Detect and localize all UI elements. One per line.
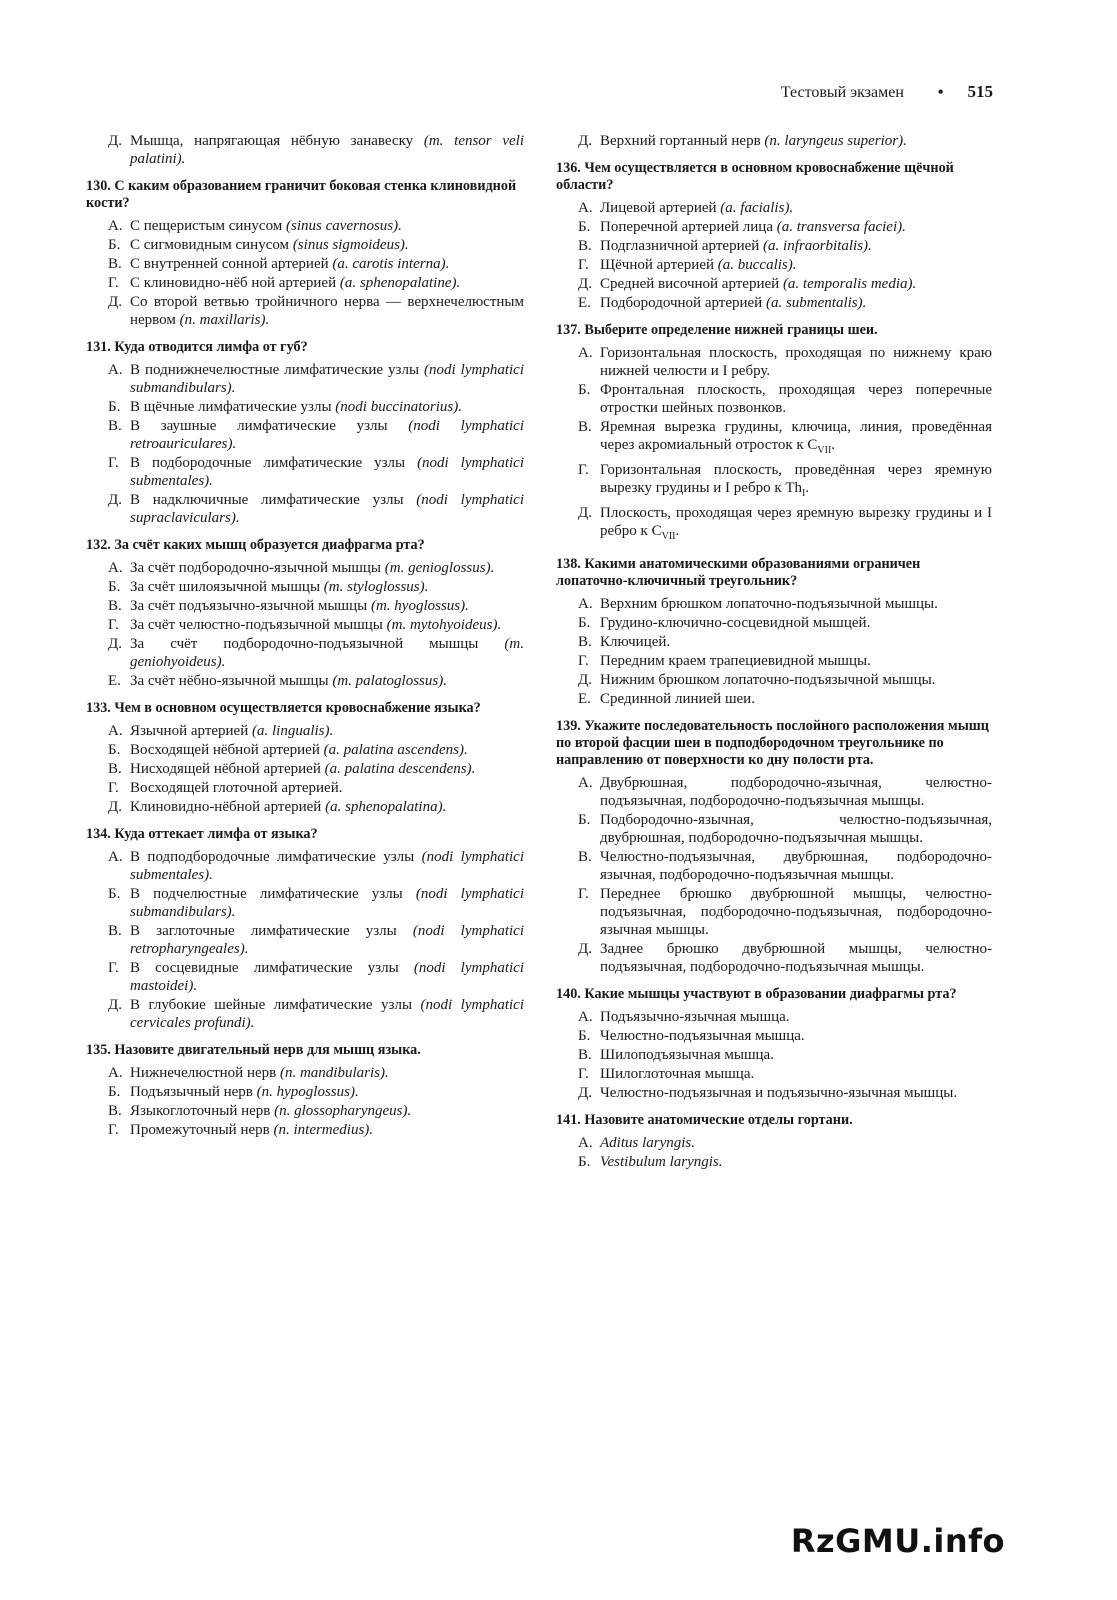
option-text: В заглоточные лимфатические узлы bbox=[130, 923, 413, 939]
answer-option bbox=[556, 1027, 992, 1045]
answer-option bbox=[86, 616, 524, 634]
option-text: В подчелюстные лимфатические узлы bbox=[130, 886, 416, 902]
option-letter: Д. bbox=[578, 1085, 592, 1101]
answer-option bbox=[86, 293, 524, 329]
answer-option bbox=[86, 597, 524, 615]
question-title: 136. Чем осуществляется в основном кровоснабжение щёчной области? bbox=[556, 160, 954, 193]
option-text: Челюстно-подъязычная, двубрюшная, подбородочно-язычная, подбородочно-подъязычная мышцы. bbox=[600, 849, 992, 883]
answer-option bbox=[556, 1046, 992, 1064]
option-latin-term: (m. styloglossus). bbox=[323, 579, 429, 595]
option-latin-term: (nodi lymphatici supraclaviculars). bbox=[130, 492, 524, 526]
answer-option bbox=[86, 635, 524, 671]
question-block bbox=[86, 1042, 524, 1139]
option-text: Клиновидно-нёбной артерией bbox=[130, 799, 326, 815]
option-latin-term: (nodi lymphatici submandibulars). bbox=[130, 886, 524, 920]
answer-option bbox=[556, 1065, 992, 1083]
option-text: В подподбородочные лимфатические узлы bbox=[130, 849, 422, 865]
option-latin-term: (a. facialis). bbox=[720, 200, 794, 216]
option-letter: Г. bbox=[108, 275, 119, 291]
option-letter: В. bbox=[108, 598, 122, 614]
question-title: 133. Чем в основном осуществляется кровоснабжение языка? bbox=[86, 700, 481, 716]
option-latin-term: (a. transversa faciei). bbox=[776, 219, 906, 235]
question-title: 139. Укажите последовательность послойного расположения мышц по второй фасции шеи в подподбородочном треугольнике по направлению от поверхности ко дну полости рта. bbox=[556, 718, 989, 768]
option-latin-term: (m. geniohyoideus). bbox=[130, 636, 524, 670]
question-block bbox=[86, 537, 524, 690]
option-letter: Д. bbox=[108, 636, 122, 652]
option-letter: Г. bbox=[108, 455, 119, 471]
option-text: Двубрюшная, подбородочно-язычная, челюстно-подъязычная, подбородочно-подъязычная мышцы. bbox=[600, 775, 992, 809]
option-latin-term: (n. hypoglossus). bbox=[256, 1084, 359, 1100]
option-text: Грудино-ключично-сосцевидной мышцей. bbox=[600, 615, 871, 631]
option-text: Шилоподъязычная мышца. bbox=[600, 1047, 774, 1063]
option-text: Нижним брюшком лопаточно-подъязычной мышцы. bbox=[600, 672, 936, 688]
option-letter: Д. bbox=[578, 941, 592, 957]
answer-option bbox=[556, 633, 992, 651]
answer-option bbox=[86, 779, 524, 797]
header-separator: • bbox=[937, 84, 944, 101]
answer-option bbox=[556, 595, 992, 613]
option-letter: Е. bbox=[108, 673, 121, 689]
answer-option bbox=[86, 672, 524, 690]
option-letter: В. bbox=[108, 923, 122, 939]
option-text: Яремная вырезка грудины, ключица, линия, проведённая через акромиальный отросток к C bbox=[600, 419, 992, 453]
question-title: 131. Куда отводится лимфа от губ? bbox=[86, 339, 308, 355]
option-letter: А. bbox=[108, 1065, 123, 1081]
option-text: Фронтальная плоскость, проходящая через поперечные отростки шейных позвонков. bbox=[600, 382, 992, 416]
option-text: Поперечной артерией лица bbox=[600, 219, 777, 235]
option-text: Подъязычно-язычная мышца. bbox=[600, 1009, 790, 1025]
option-text: С клиновидно-нёб ной артерией bbox=[130, 275, 340, 291]
option-letter: А. bbox=[578, 775, 593, 791]
option-letter: Б. bbox=[108, 399, 121, 415]
question-block bbox=[556, 986, 992, 1102]
option-letter: Б. bbox=[578, 219, 591, 235]
option-text: Подглазничной артерией bbox=[600, 238, 764, 254]
option-letter: Г. bbox=[578, 886, 589, 902]
option-letter: Б. bbox=[578, 382, 591, 398]
answer-option bbox=[556, 652, 992, 670]
option-latin-term: (a. sphenopalatine). bbox=[339, 275, 461, 291]
answer-option bbox=[556, 811, 992, 847]
option-text: Подбородочной артерией bbox=[600, 295, 766, 311]
question-block bbox=[556, 160, 992, 312]
option-latin-term: (n. maxillaris). bbox=[179, 312, 270, 328]
answer-option bbox=[556, 132, 992, 150]
question-title: 137. Выберите определение нижней границы шеи. bbox=[556, 322, 878, 338]
answer-option bbox=[86, 1064, 524, 1082]
option-letter: В. bbox=[108, 1103, 122, 1119]
option-letter: Б. bbox=[108, 886, 121, 902]
option-text: Восходящей глоточной артерией. bbox=[130, 780, 343, 796]
option-letter: Г. bbox=[108, 780, 119, 796]
option-letter: В. bbox=[578, 419, 592, 435]
option-letter: Д. bbox=[578, 276, 592, 292]
option-letter: В. bbox=[578, 1047, 592, 1063]
answer-option bbox=[86, 922, 524, 958]
answer-option: Д. Плоскость, проходящая через яремную вырезку грудины и I ребро к $C_{VII}$. bbox=[578, 505, 992, 542]
option-letter: В. bbox=[108, 418, 122, 434]
option-text: В глубокие шейные лимфатические узлы bbox=[130, 997, 421, 1013]
option-letter: Д. bbox=[578, 133, 592, 149]
option-text: Языкоглоточный нерв bbox=[130, 1103, 275, 1119]
option-letter: Г. bbox=[108, 960, 119, 976]
option-letter: Д. bbox=[578, 672, 592, 688]
option-letter: Г. bbox=[578, 1066, 589, 1082]
question-title: 140. Какие мышцы участвуют в образовании диафрагмы рта? bbox=[556, 986, 957, 1002]
option-latin-term: (a. temporalis media). bbox=[782, 276, 917, 292]
option-latin-term: (a. carotis interna). bbox=[332, 256, 450, 272]
option-latin-term: (a. sphenopalatina). bbox=[325, 799, 447, 815]
option-latin-term: (a. submentalis). bbox=[765, 295, 867, 311]
question-title: 138. Какими анатомическими образованиями ограничен лопаточно-ключичный треугольник? bbox=[556, 556, 921, 589]
question-block bbox=[556, 556, 992, 708]
answer-option bbox=[556, 1134, 992, 1152]
option-letter: А. bbox=[578, 596, 593, 612]
option-letter: А. bbox=[578, 200, 593, 216]
answer-option bbox=[556, 848, 992, 884]
option-latin-term: (sinus sigmoideus). bbox=[292, 237, 409, 253]
option-letter: Д. bbox=[108, 997, 122, 1013]
option-letter: Б. bbox=[578, 1154, 591, 1170]
option-text: В заушные лимфатические узлы bbox=[130, 418, 409, 434]
option-latin-term: (nodi lymphatici submentales). bbox=[130, 455, 524, 489]
answer-option bbox=[86, 217, 524, 235]
option-latin-term: (a. palatina descendens). bbox=[324, 761, 476, 777]
question-block bbox=[86, 339, 524, 527]
option-text: Со второй ветвью тройничного нерва — верхнечелюстным нервом bbox=[130, 294, 524, 328]
option-text: Горизонтальная плоскость, проведённая через яремную вырезку грудины и I ребро к Th bbox=[600, 462, 992, 496]
answer-option bbox=[556, 381, 992, 417]
option-text: Заднее брюшко двубрюшной мышцы, челюстно-подъязычная, подбородочно-подъязычная мышцы. bbox=[600, 941, 992, 975]
option-text: С сигмовидным синусом bbox=[130, 237, 293, 253]
option-text: Переднее брюшко двубрюшной мышцы, челюстно-подъязычная, подбородочно-подъязычная, подбородочно-язычная мышцы. bbox=[600, 886, 992, 938]
option-text: Верхний гортанный нерв bbox=[600, 133, 765, 149]
option-text: В сосцевидные лимфатические узлы bbox=[130, 960, 414, 976]
answer-option bbox=[86, 959, 524, 995]
option-text: За счёт подбородочно-подъязычной мышцы bbox=[130, 636, 505, 652]
option-latin-term: (m. palatoglossus). bbox=[332, 673, 447, 689]
option-latin-term: (nodi lymphatici mastoidei). bbox=[130, 960, 524, 994]
watermark: RzGMU.info bbox=[790, 1522, 1005, 1560]
question-block bbox=[556, 1112, 992, 1171]
option-text: Верхним брюшком лопаточно-подъязычной мышцы. bbox=[600, 596, 938, 612]
option-latin-term: (a. lingualis). bbox=[252, 723, 334, 739]
option-letter: А. bbox=[578, 1009, 593, 1025]
answer-option bbox=[86, 132, 524, 168]
option-letter: Г. bbox=[578, 257, 589, 273]
option-latin-term: (n. mandibularis). bbox=[279, 1065, 389, 1081]
answer-option: В. Яремная вырезка грудины, ключица, линия, проведённая через акромиальный отросток к $C_{VII}$. bbox=[578, 419, 992, 456]
option-latin-term: (m. hyoglossus). bbox=[370, 598, 469, 614]
option-latin-term: (nodi lymphatici retropharyngeales). bbox=[130, 923, 524, 957]
question-title: 135. Назовите двигательный нерв для мышц языка. bbox=[86, 1042, 421, 1058]
option-letter: А. bbox=[108, 560, 123, 576]
option-text: Промежуточный нерв bbox=[130, 1122, 274, 1138]
answer-option bbox=[556, 885, 992, 939]
answer-option bbox=[556, 1008, 992, 1026]
answer-option bbox=[556, 237, 992, 255]
option-latin-term: (a. palatina ascendens). bbox=[323, 742, 468, 758]
answer-option bbox=[556, 275, 992, 293]
option-text: В подбородочные лимфатические узлы bbox=[130, 455, 418, 471]
option-subscript: VII bbox=[661, 531, 676, 542]
answer-option bbox=[86, 1102, 524, 1120]
option-letter: А. bbox=[108, 849, 123, 865]
option-letter: Б. bbox=[108, 237, 121, 253]
option-text: За счёт подбородочно-язычной мышцы bbox=[130, 560, 385, 576]
question-block bbox=[556, 132, 992, 150]
answer-option bbox=[86, 274, 524, 292]
option-subscript: I bbox=[802, 488, 806, 499]
answer-option bbox=[86, 417, 524, 453]
answer-option bbox=[556, 344, 992, 380]
option-letter: Е. bbox=[578, 691, 591, 707]
answer-option bbox=[556, 614, 992, 632]
answer-option bbox=[86, 798, 524, 816]
option-subscript: VII bbox=[817, 445, 832, 456]
answer-option bbox=[86, 848, 524, 884]
option-latin-term: (nodi lymphatici retroauriculares). bbox=[130, 418, 524, 452]
option-text: Язычной артерией bbox=[130, 723, 252, 739]
option-text: Мышца, напрягающая нёбную занавеску bbox=[130, 133, 424, 149]
option-text: Подъязычный нерв bbox=[130, 1084, 257, 1100]
answer-option bbox=[556, 218, 992, 236]
option-letter: А. bbox=[108, 218, 123, 234]
option-latin-term: (a. infraorbitalis). bbox=[763, 238, 872, 254]
option-text: Щёчной артерией bbox=[600, 257, 718, 273]
option-letter: Е. bbox=[578, 295, 591, 311]
option-letter: А. bbox=[578, 1135, 593, 1151]
answer-option bbox=[86, 491, 524, 527]
answer-option bbox=[86, 361, 524, 397]
answer-option bbox=[556, 774, 992, 810]
answer-option bbox=[556, 294, 992, 312]
option-letter: Д. bbox=[108, 133, 122, 149]
answer-option bbox=[86, 1121, 524, 1139]
option-text: Ключицей. bbox=[600, 634, 671, 650]
answer-option bbox=[86, 578, 524, 596]
page-number: 515 bbox=[967, 82, 993, 101]
right-column bbox=[556, 132, 992, 1181]
option-text: Нижнечелюстной нерв bbox=[130, 1065, 280, 1081]
option-letter: Б. bbox=[578, 812, 591, 828]
answer-option bbox=[556, 940, 992, 976]
option-text: В надключичные лимфатические узлы bbox=[130, 492, 417, 508]
answer-option bbox=[86, 255, 524, 273]
option-text: Подбородочно-язычная, челюстно-подъязычная, двубрюшная, подбородочно-подъязычная мышцы. bbox=[600, 812, 992, 846]
option-latin-term: (n. intermedius). bbox=[273, 1122, 374, 1138]
option-letter: Г. bbox=[108, 1122, 119, 1138]
option-letter: В. bbox=[578, 634, 592, 650]
option-latin-term: Aditus laryngis. bbox=[600, 1135, 696, 1151]
option-latin-term: (n. glossopharyngeus). bbox=[274, 1103, 412, 1119]
option-letter: Б. bbox=[108, 579, 121, 595]
option-letter: Б. bbox=[578, 1028, 591, 1044]
answer-option bbox=[86, 454, 524, 490]
option-letter: А. bbox=[108, 362, 123, 378]
answer-option: Г. Горизонтальная плоскость, проведённая через яремную вырезку грудины и I ребро к $Th_I$. bbox=[578, 462, 992, 499]
option-text: С пещеристым синусом bbox=[130, 218, 287, 234]
left-column bbox=[86, 132, 524, 1149]
option-text: За счёт подъязычно-язычной мышцы bbox=[130, 598, 371, 614]
question-title: 132. За счёт каких мышц образуется диафрагма рта? bbox=[86, 537, 425, 553]
option-latin-term: (nodi lymphatici cervicales profundi). bbox=[130, 997, 525, 1031]
question-block bbox=[556, 718, 992, 976]
option-text: Горизонтальная плоскость, проходящая по нижнему краю нижней челюсти и I ребру. bbox=[600, 345, 992, 379]
option-text: Восходящей нёбной артерией bbox=[130, 742, 324, 758]
option-letter: Б. bbox=[108, 742, 121, 758]
answer-option bbox=[86, 885, 524, 921]
question-title: 141. Назовите анатомические отделы гортани. bbox=[556, 1112, 853, 1128]
option-latin-term: (sinus cavernosus). bbox=[286, 218, 402, 234]
option-text: Нисходящей нёбной артерией bbox=[130, 761, 325, 777]
option-letter: В. bbox=[108, 761, 122, 777]
option-text: Шилоглоточная мышца. bbox=[600, 1066, 755, 1082]
option-text: В поднижнечелюстные лимфатические узлы bbox=[130, 362, 425, 378]
option-text: Плоскость, проходящая через яремную вырезку грудины и I ребро к C bbox=[600, 505, 992, 539]
question-block bbox=[86, 132, 524, 168]
answer-option bbox=[86, 398, 524, 416]
option-text: За счёт нёбно-язычной мышцы bbox=[130, 673, 333, 689]
page-header bbox=[781, 82, 993, 102]
option-latin-term: (nodi buccinatorius). bbox=[335, 399, 462, 415]
option-text: Срединной линией шеи. bbox=[600, 691, 755, 707]
option-latin-term: (nodi lymphatici submandibulars). bbox=[130, 362, 524, 396]
question-block bbox=[86, 178, 524, 329]
option-text: В щёчные лимфатические узлы bbox=[130, 399, 336, 415]
option-letter: Б. bbox=[578, 615, 591, 631]
option-text: Средней височной артерией bbox=[600, 276, 783, 292]
option-letter: Б. bbox=[108, 1084, 121, 1100]
option-letter: В. bbox=[108, 256, 122, 272]
answer-option bbox=[556, 690, 992, 708]
answer-option bbox=[86, 236, 524, 254]
answer-option bbox=[556, 671, 992, 689]
option-letter: Д. bbox=[108, 294, 122, 310]
question-title: 130. С каким образованием граничит боковая стенка клиновидной кости? bbox=[86, 178, 517, 211]
question-block bbox=[86, 826, 524, 1032]
option-letter: В. bbox=[578, 849, 592, 865]
option-text: Челюстно-подъязычная и подъязычно-язычная мышцы. bbox=[600, 1085, 958, 1101]
option-text: Лицевой артерией bbox=[600, 200, 721, 216]
option-letter: Г. bbox=[578, 462, 589, 478]
answer-option bbox=[556, 1153, 992, 1171]
answer-option bbox=[86, 741, 524, 759]
option-latin-term: (m. mytohyoideus). bbox=[386, 617, 502, 633]
answer-option bbox=[556, 256, 992, 274]
answer-option bbox=[556, 199, 992, 217]
question-title: 134. Куда оттекает лимфа от языка? bbox=[86, 826, 318, 842]
answer-option bbox=[86, 760, 524, 778]
running-title: Тестовый экзамен bbox=[780, 84, 904, 101]
answer-option bbox=[86, 559, 524, 577]
option-letter: Г. bbox=[108, 617, 119, 633]
option-text: Передним краем трапециевидной мышцы. bbox=[600, 653, 871, 669]
option-latin-term: (n. laryngeus superior). bbox=[764, 133, 907, 149]
option-letter: Д. bbox=[108, 492, 122, 508]
option-letter: А. bbox=[108, 723, 123, 739]
answer-option bbox=[86, 722, 524, 740]
question-block bbox=[86, 700, 524, 816]
option-letter: Г. bbox=[578, 653, 589, 669]
option-letter: Д. bbox=[578, 505, 592, 521]
answer-option bbox=[86, 1083, 524, 1101]
option-latin-term: (nodi lymphatici submentales). bbox=[130, 849, 524, 883]
option-letter: Д. bbox=[108, 799, 122, 815]
option-letter: В. bbox=[578, 238, 592, 254]
option-latin-term: (m. tensor veli palatini). bbox=[130, 133, 525, 167]
option-latin-term: (m. genioglossus). bbox=[384, 560, 495, 576]
option-text: За счёт челюстно-подъязычной мышцы bbox=[130, 617, 387, 633]
option-text: С внутренней сонной артерией bbox=[130, 256, 333, 272]
option-latin-term: Vestibulum laryngis. bbox=[600, 1154, 723, 1170]
question-block bbox=[556, 322, 992, 546]
answer-option bbox=[556, 1084, 992, 1102]
option-text: За счёт шилоязычной мышцы bbox=[130, 579, 324, 595]
option-letter: А. bbox=[578, 345, 593, 361]
option-text: Челюстно-подъязычная мышца. bbox=[600, 1028, 805, 1044]
option-latin-term: (a. buccalis). bbox=[717, 257, 797, 273]
answer-option bbox=[86, 996, 524, 1032]
